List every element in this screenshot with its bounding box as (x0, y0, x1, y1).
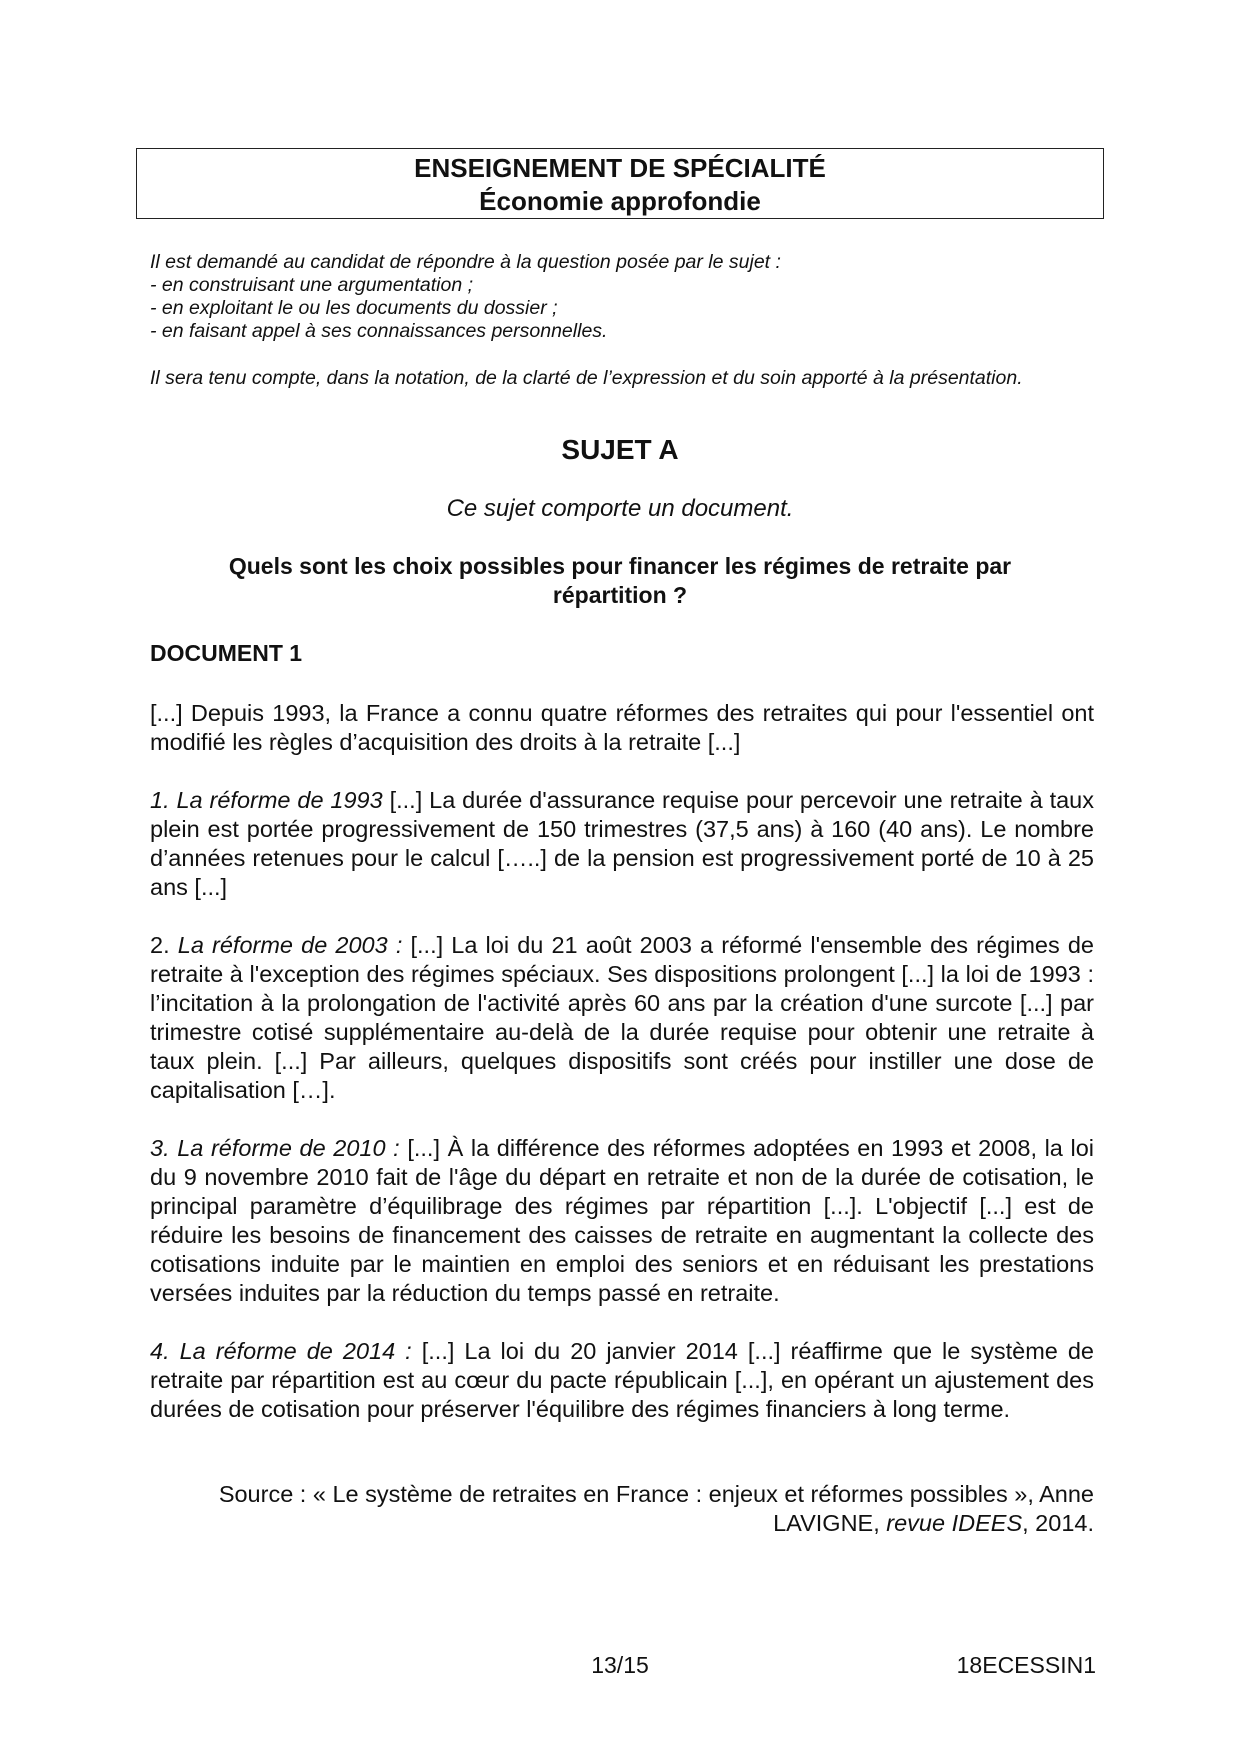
subject-subtitle: Ce sujet comporte un document. (446, 495, 794, 522)
source-journal: revue IDEES (886, 1510, 1023, 1536)
reform-paragraph (150, 1337, 1094, 1424)
instruction-item: - en faisant appel à ses connaissances personnelles. (150, 320, 608, 342)
page-number: 13/15 (591, 1652, 649, 1678)
reform-number: 2. (150, 932, 178, 958)
document-title: DOCUMENT 1 (150, 640, 303, 666)
instructions (150, 251, 1100, 390)
reform-paragraph (150, 786, 1094, 902)
reform-heading: 3. La réforme de 2010 : (150, 1135, 400, 1161)
reform-heading: 4. La réforme de 2014 : (150, 1338, 412, 1364)
reform-heading: 1. La réforme de 1993 (150, 787, 383, 813)
reform-paragraph (150, 931, 1094, 1105)
header-subtitle: Économie approfondie (479, 186, 761, 216)
source-prefix: Source : « Le système de retraites en France : enjeux et réformes possibles », Anne LAVIGNE, (218, 1481, 1094, 1536)
reform-text: [...] À la différence des réformes adoptées en 1993 et 2008, la loi du 9 novembre 2010 fait de l'âge du départ en retraite et non de la durée de cotisation, le principal paramètre d’équilibrage des régimes par répartition [...]. L'objectif [...] est de réduire les besoins de financement des caisses de retraite en augmentant la collecte des cotisations induite par le maintien en emploi des seniors et en réduisant les prestations versées induites par la réduction du temps passé en retraite. (150, 1135, 1094, 1306)
subject-question: Quels sont les choix possibles pour financer les régimes de retraite par répartition ? (228, 553, 1012, 608)
reform-text: [...] La loi du 20 janvier 2014 [...] réaffirme que le système de retraite par répartition est au cœur du pacte républicain [...], en opérant un ajustement des durées de cotisation pour préserver l'équilibre des régimes financiers à long terme. (150, 1338, 1095, 1422)
document-source (150, 1480, 1094, 1538)
document-body (150, 699, 1094, 1453)
header-title: ENSEIGNEMENT DE SPÉCIALITÉ (414, 153, 826, 183)
header-box (136, 148, 1104, 219)
instructions-intro: Il est demandé au candidat de répondre à la question posée par le sujet : (150, 251, 781, 273)
document-intro: [...] Depuis 1993, la France a connu quatre réformes des retraites qui pour l'essentiel ont modifié les règles d’acquisition des droits à la retraite [...] (150, 700, 1094, 755)
reform-heading: La réforme de 2003 : (177, 932, 403, 958)
instruction-item: - en exploitant le ou les documents du dossier ; (150, 297, 558, 319)
source-suffix: , 2014. (1022, 1510, 1094, 1536)
reform-text: [...] La loi du 21 août 2003 a réformé l'ensemble des régimes de retraite à l'exception des régimes spéciaux. Ses dispositions prolongent [...] la loi de 1993 : l’incitation à la prolongation de l'activité après 60 ans par la création d'une surcote [...] par trimestre cotisé supplémentaire au-delà de la durée requise pour obtenir une retraite à taux plein. [...] Par ailleurs, quelques dispositifs sont créés pour instiller une dose de capitalisation […]. (150, 932, 1094, 1103)
subject-title: SUJET A (561, 434, 679, 465)
exam-code: 18ECESSIN1 (956, 1652, 1096, 1678)
instruction-item: - en construisant une argumentation ; (150, 274, 474, 296)
instructions-note: Il sera tenu compte, dans la notation, de la clarté de l’expression et du soin apporté à la présentation. (150, 367, 1023, 389)
reform-text: [...] La durée d'assurance requise pour percevoir une retraite à taux plein est portée progressivement de 150 trimestres (37,5 ans) à 160 (40 ans). Le nombre d’années retenues pour le calcul […..] de la pension est progressivement porté de 10 à 25 ans [...] (150, 787, 1094, 900)
reform-paragraph (150, 1134, 1094, 1308)
